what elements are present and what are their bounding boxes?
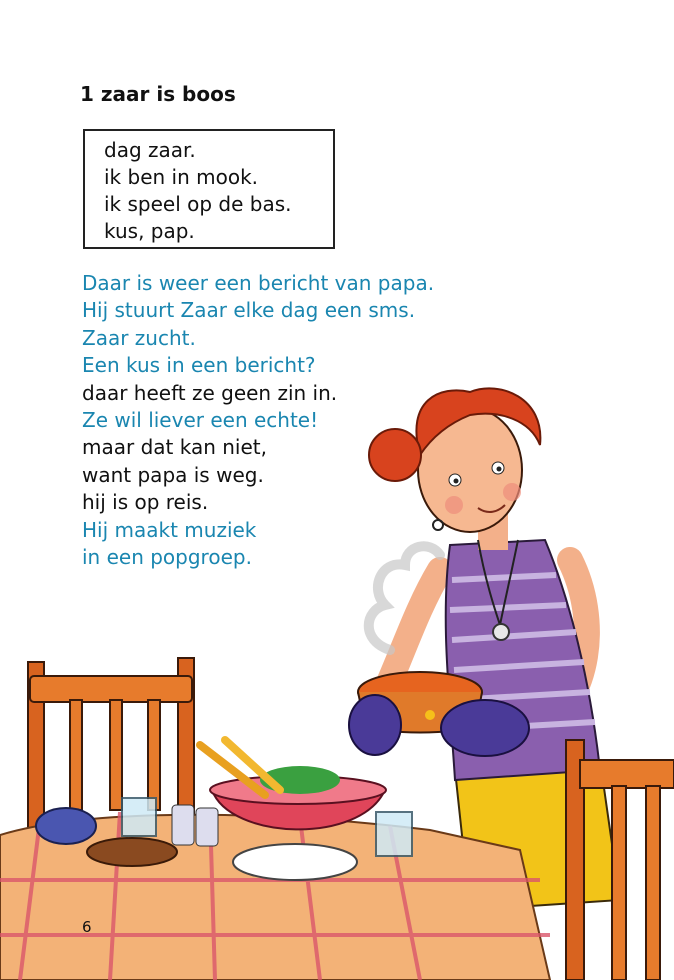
chapter-title: 1 zaar is boos [80,82,236,106]
story-line: in een popgroep. [82,545,252,570]
story-line: Hij maakt muziek [82,517,257,542]
story-line: Ze wil liever een echte! [82,408,319,433]
sms-line: kus, pap. [104,219,195,243]
story-line: want papa is weg. [82,462,264,487]
story-line: Daar is weer een bericht van papa. [82,271,435,295]
story-line: maar dat kan niet, [82,435,267,460]
story-line: daar heeft ze geen zin in. [82,380,338,405]
chair-front-illustration [566,740,674,980]
story-line: hij is op reis. [82,490,209,515]
sms-line: ik speel op de bas. [104,192,292,216]
story-line: Hij stuurt Zaar elke dag een sms. [82,298,416,323]
story-line: Zaar zucht. [82,325,196,350]
page-number: 6 [82,918,92,936]
sms-line: dag zaar. [104,138,196,162]
sms-line: ik ben in mook. [104,165,259,189]
story-text [82,270,434,571]
story-line: Een kus in een bericht? [82,353,316,378]
